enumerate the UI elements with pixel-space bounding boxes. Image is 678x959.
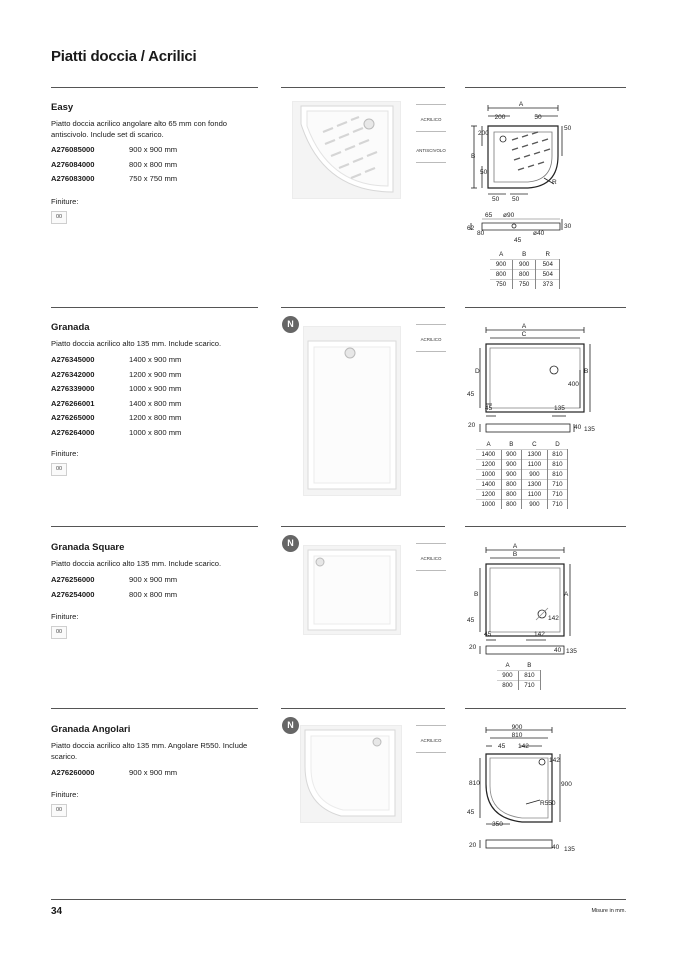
- product-code-row: [51, 145, 251, 160]
- table-header-row: [497, 661, 541, 671]
- dim-label: 50: [564, 125, 572, 132]
- table-cell: 1400: [476, 480, 501, 490]
- dim-label: 40: [552, 844, 560, 851]
- dim-label: 142: [548, 615, 559, 622]
- table-cell: 810: [547, 470, 567, 480]
- table-cell: 750: [490, 280, 512, 290]
- section-divider: [51, 708, 258, 709]
- dim-label: 400: [568, 381, 579, 388]
- dim-label: B: [512, 551, 518, 558]
- dim-label: 45: [467, 391, 475, 398]
- product-size: 1400 x 800 mm: [129, 398, 182, 408]
- section-divider: [465, 526, 626, 527]
- table-row: [497, 681, 541, 691]
- product-photo: [292, 101, 401, 199]
- table-cell: 900: [501, 460, 521, 470]
- finish-swatch: 00: [51, 211, 67, 224]
- section-divider: [465, 307, 626, 308]
- product-size: 900 x 900 mm: [129, 575, 178, 584]
- product-code: A276345000: [51, 355, 95, 364]
- product-size: 800 x 800 mm: [129, 589, 178, 599]
- dim-label: A: [518, 101, 524, 108]
- product-code: A276083000: [51, 174, 95, 183]
- table-cell: 504: [536, 260, 560, 270]
- dim-label: 900: [561, 781, 572, 788]
- dim-label: 142: [534, 631, 545, 638]
- dim-label: 30: [564, 223, 572, 230]
- table-cell: 810: [547, 450, 567, 460]
- product-size: 900 x 900 mm: [129, 145, 178, 154]
- table-cell: 710: [547, 490, 567, 500]
- table-row: [476, 490, 568, 500]
- product-size: 1200 x 800 mm: [129, 413, 182, 422]
- material-label: ANTISCIVOLO: [416, 148, 446, 153]
- table-cell: 1000: [476, 470, 501, 480]
- table-header: B: [509, 441, 514, 448]
- dim-label: 50: [534, 114, 542, 121]
- product-size: 1200 x 900 mm: [129, 369, 182, 379]
- dim-label: 135: [566, 648, 577, 655]
- product-code-row: [51, 768, 251, 783]
- footer-divider: [51, 899, 626, 900]
- table-cell: 1000: [476, 500, 501, 510]
- table-row: [490, 260, 560, 270]
- dim-label: 65: [485, 212, 493, 219]
- page-number: 34: [51, 906, 63, 917]
- table-cell: 1200: [476, 490, 501, 500]
- product-code: A276085000: [51, 145, 95, 154]
- shower-tray-image: [304, 327, 400, 495]
- product-code-list: [51, 575, 251, 604]
- dim-label: 142: [518, 743, 529, 750]
- table-cell: 750: [512, 280, 536, 290]
- product-code: A276264000: [51, 427, 95, 437]
- table-cell: 800: [512, 270, 536, 280]
- table-header: A: [505, 662, 510, 669]
- product-code-row: [51, 428, 251, 443]
- table-cell: 710: [518, 681, 540, 691]
- dim-label: 142: [549, 757, 560, 764]
- dim-label: 45: [484, 631, 492, 638]
- product-photo: [303, 326, 401, 496]
- dim-label: B: [584, 368, 589, 375]
- product-code-row: [51, 575, 251, 590]
- dim-label: 135: [564, 846, 575, 853]
- table-row: [476, 460, 568, 470]
- table-row: [476, 450, 568, 460]
- table-cell: 900: [521, 500, 547, 510]
- technical-drawing-square: [466, 540, 586, 660]
- new-badge: N: [282, 535, 299, 552]
- table-cell: 900: [521, 470, 547, 480]
- table-row: [490, 270, 560, 280]
- dim-label: A: [521, 323, 527, 330]
- dim-label: 135: [584, 426, 595, 433]
- product-code-row: [51, 590, 251, 605]
- product-size: 1400 x 900 mm: [129, 355, 182, 364]
- material-label: ACRILICO: [420, 738, 442, 743]
- table-header: B: [522, 251, 527, 258]
- product-size: 800 x 800 mm: [129, 159, 178, 169]
- product-code: A276339000: [51, 384, 95, 393]
- section-description: Piatto doccia acrilico alto 135 mm. Include scarico.: [51, 559, 222, 568]
- dim-label: 135: [554, 405, 565, 412]
- dim-label: ø90: [503, 212, 515, 219]
- dim-label: 810: [511, 732, 523, 739]
- section-title: Granada: [51, 322, 90, 333]
- product-code: A276265000: [51, 413, 95, 422]
- table-cell: 504: [536, 270, 560, 280]
- product-size: 900 x 900 mm: [129, 768, 178, 777]
- dim-label: 20: [469, 644, 477, 651]
- shower-tray-image: [301, 726, 401, 822]
- section-divider: [281, 307, 445, 308]
- dim-label: 45: [485, 405, 493, 412]
- table-header: D: [555, 441, 560, 448]
- material-divider: [416, 725, 446, 726]
- technical-drawing-angolari: [466, 722, 586, 862]
- dim-label: 50: [492, 196, 500, 203]
- section-divider: [281, 708, 445, 709]
- product-code-list: [51, 355, 251, 442]
- dim-label: 50: [512, 196, 520, 203]
- page-title: Piatti doccia / Acrilici: [51, 48, 197, 65]
- dim-label: 200: [478, 130, 489, 137]
- section-divider: [51, 526, 258, 527]
- technical-drawing-granada: [466, 320, 596, 438]
- dim-label: 40: [554, 647, 562, 654]
- new-badge: N: [282, 717, 299, 734]
- shower-tray-image: [304, 546, 400, 634]
- dim-label: 45: [514, 237, 522, 244]
- table-cell: 710: [547, 480, 567, 490]
- finish-swatch: 00: [51, 463, 67, 476]
- section-divider: [281, 87, 445, 88]
- table-cell: 800: [501, 500, 521, 510]
- dim-label: A: [564, 591, 569, 598]
- dim-label: 50: [480, 169, 488, 176]
- table-header: A: [499, 251, 504, 258]
- dim-label: 810: [469, 780, 480, 787]
- finiture-label: Finiture:: [51, 197, 79, 206]
- table-row: [476, 480, 568, 490]
- table-header: A: [486, 441, 491, 448]
- finiture-label: Finiture:: [51, 790, 79, 799]
- dimension-table: [497, 661, 541, 690]
- table-cell: 800: [497, 681, 518, 691]
- finiture-label: Finiture:: [51, 449, 79, 458]
- section-divider: [465, 708, 626, 709]
- table-cell: 900: [501, 450, 521, 460]
- product-code-row: [51, 399, 251, 414]
- product-code-list: [51, 768, 251, 783]
- table-cell: 900: [512, 260, 536, 270]
- finiture-label: Finiture:: [51, 612, 79, 621]
- table-cell: 810: [518, 671, 540, 681]
- section-description: Piatto doccia acrilico alto 135 mm. Include scarico.: [51, 339, 222, 348]
- dim-label: 200: [494, 114, 506, 121]
- dimension-table: [490, 250, 560, 289]
- product-code: A276266001: [51, 398, 95, 408]
- product-code: A276342000: [51, 369, 95, 379]
- units-note: Misure in mm.: [591, 908, 626, 914]
- product-code: A276084000: [51, 159, 95, 169]
- table-cell: 1100: [521, 460, 547, 470]
- dim-label: 45: [467, 809, 475, 816]
- product-code: A276254000: [51, 589, 95, 599]
- section-title: Granada Square: [51, 542, 125, 553]
- table-cell: 1300: [521, 450, 547, 460]
- dim-label: B: [471, 153, 476, 160]
- dim-label: D: [475, 368, 480, 375]
- table-cell: 1200: [476, 460, 501, 470]
- material-label: ACRILICO: [420, 556, 442, 561]
- product-photo: [300, 725, 402, 823]
- dim-label: 45: [498, 743, 506, 750]
- table-header: C: [532, 441, 537, 448]
- section-title: Easy: [51, 102, 74, 113]
- table-cell: 900: [490, 260, 512, 270]
- dim-label: 20: [468, 422, 476, 429]
- product-code-list: [51, 145, 251, 189]
- material-divider: [416, 752, 446, 753]
- table-header-row: [476, 440, 568, 450]
- dim-label: 350: [492, 821, 503, 828]
- product-code: A276260000: [51, 768, 95, 777]
- table-cell: 1400: [476, 450, 501, 460]
- finish-swatch: 00: [51, 626, 67, 639]
- material-divider: [416, 543, 446, 544]
- table-row: [497, 671, 541, 681]
- material-divider: [416, 570, 446, 571]
- material-label: ACRILICO: [420, 117, 442, 122]
- table-header: R: [545, 251, 550, 258]
- dim-label: R550: [540, 800, 556, 807]
- section-divider: [465, 87, 626, 88]
- material-divider: [416, 104, 446, 105]
- section-divider: [51, 307, 258, 308]
- material-divider: [416, 131, 446, 132]
- finish-swatch: 00: [51, 804, 67, 817]
- product-code-row: [51, 174, 251, 189]
- section-divider: [51, 87, 258, 88]
- dim-label: ø40: [533, 230, 545, 237]
- dim-label: 62: [467, 225, 475, 232]
- table-cell: 710: [547, 500, 567, 510]
- table-cell: 1300: [521, 480, 547, 490]
- table-cell: 800: [490, 270, 512, 280]
- product-code-row: [51, 413, 251, 428]
- section-title: Granada Angolari: [51, 724, 131, 735]
- dim-label: 80: [477, 230, 485, 237]
- dim-label: R: [552, 179, 557, 186]
- table-cell: 900: [497, 671, 518, 681]
- technical-drawing-easy: [466, 98, 576, 248]
- dim-label: 900: [511, 724, 523, 731]
- table-cell: 900: [501, 470, 521, 480]
- section-description: Piatto doccia acrilico alto 135 mm. Angolare R550. Include scarico.: [51, 741, 248, 761]
- dim-label: 45: [467, 617, 475, 624]
- product-size: 750 x 750 mm: [129, 174, 178, 183]
- dim-label: 20: [469, 842, 477, 849]
- section-divider: [281, 526, 445, 527]
- dimension-table: [476, 440, 568, 509]
- product-code: A276256000: [51, 575, 95, 584]
- dim-label: C: [521, 331, 527, 338]
- table-header: B: [527, 662, 532, 669]
- material-divider: [416, 351, 446, 352]
- material-divider: [416, 324, 446, 325]
- table-cell: 800: [501, 480, 521, 490]
- table-header-row: [490, 250, 560, 260]
- shower-tray-image: [293, 102, 400, 198]
- product-code-row: [51, 384, 251, 399]
- table-cell: 810: [547, 460, 567, 470]
- dim-label: A: [512, 543, 518, 550]
- product-size: 1000 x 800 mm: [129, 427, 182, 437]
- dim-label: 40: [574, 424, 582, 431]
- dim-label: B: [474, 591, 479, 598]
- product-code-row: [51, 160, 251, 175]
- material-divider: [416, 162, 446, 163]
- product-code-row: [51, 370, 251, 385]
- product-code-row: [51, 355, 251, 370]
- table-cell: 373: [536, 280, 560, 290]
- material-label: ACRILICO: [420, 337, 442, 342]
- product-photo: [303, 545, 401, 635]
- table-row: [476, 500, 568, 510]
- table-row: [490, 280, 560, 290]
- table-row: [476, 470, 568, 480]
- section-description: Piatto doccia acrilico angolare alto 65 mm con fondo antiscivolo. Include set di scarico.: [51, 119, 228, 139]
- new-badge: N: [282, 316, 299, 333]
- table-cell: 1100: [521, 490, 547, 500]
- table-cell: 800: [501, 490, 521, 500]
- product-size: 1000 x 900 mm: [129, 384, 182, 393]
